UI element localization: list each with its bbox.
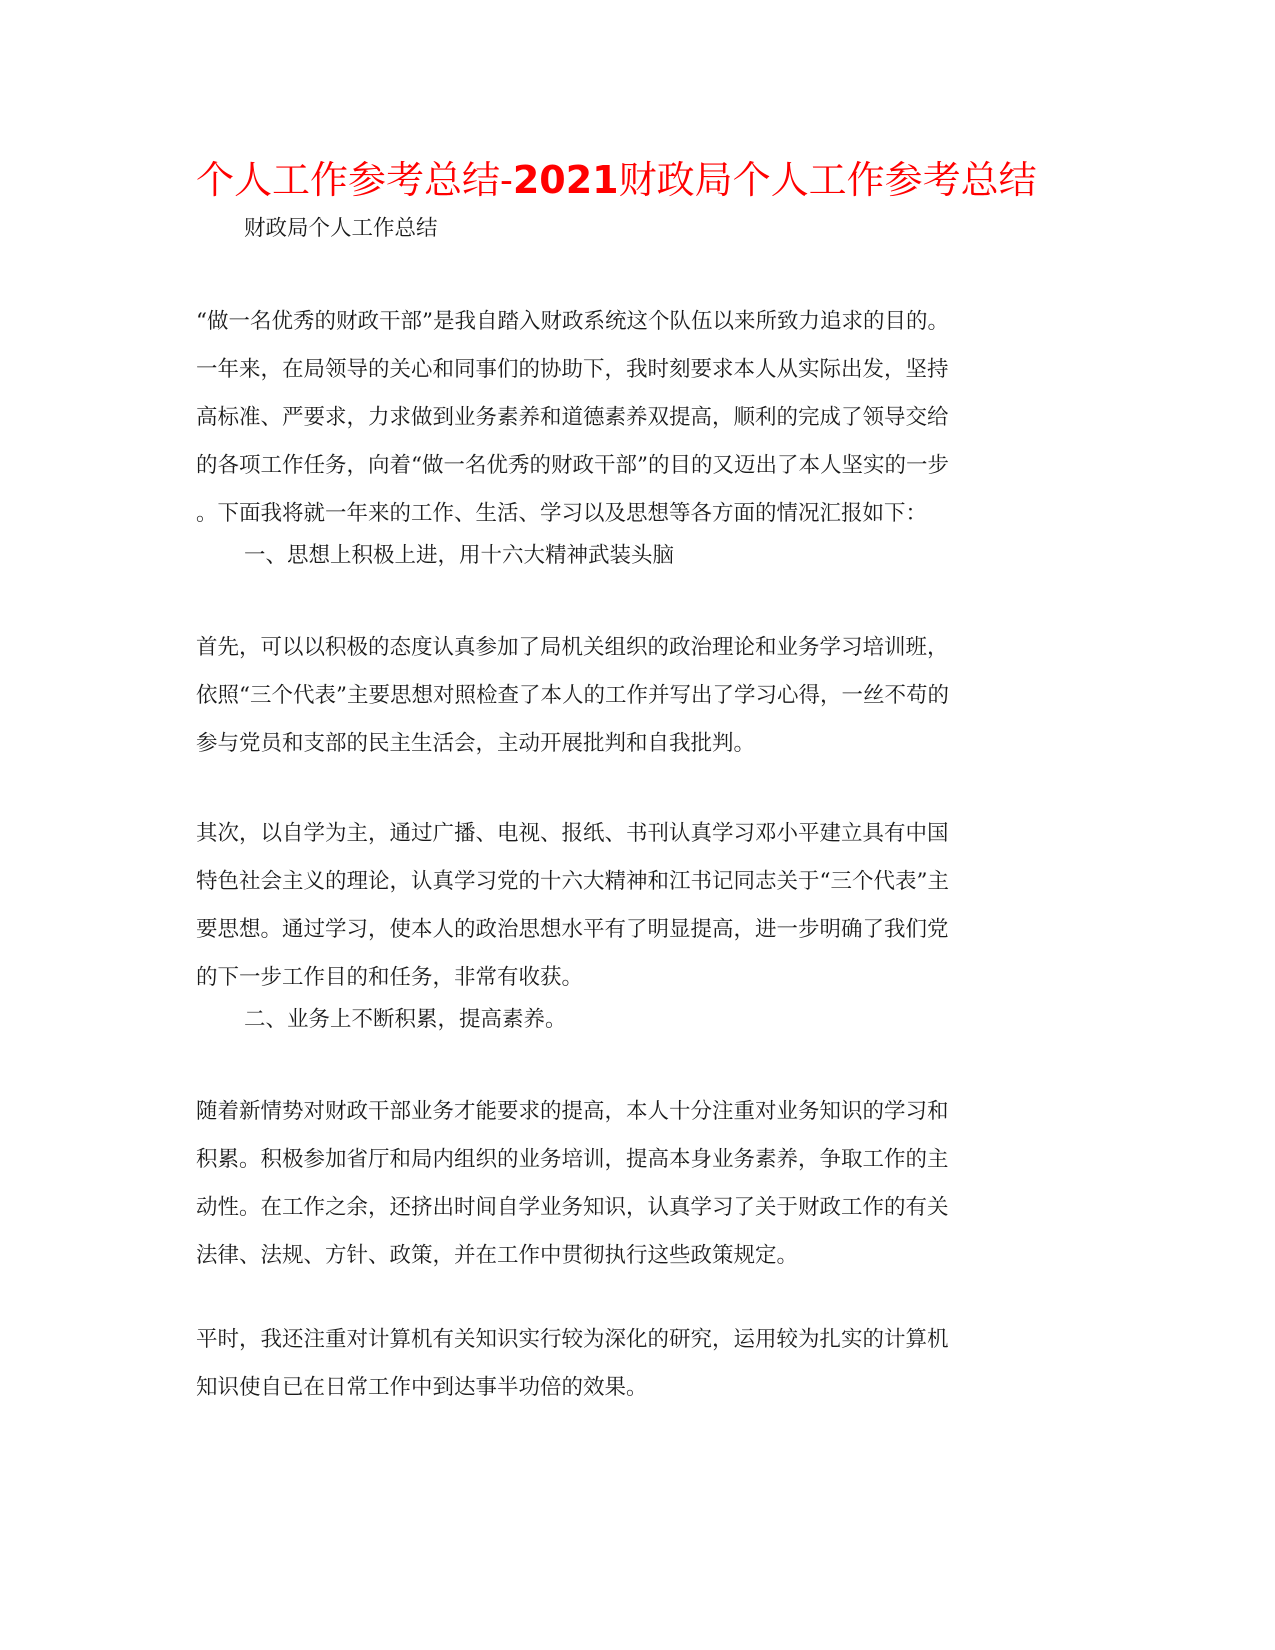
paragraph-line: 的下一步工作目的和任务，非常有收获。: [196, 965, 584, 990]
paragraph-5: [196, 1316, 1076, 1412]
paragraph-line: 参与党员和支部的民主生活会，主动开展批判和自我批判。: [196, 731, 756, 756]
paragraph-line: 一年来，在局领导的关心和同事们的协助下，我时刻要求本人从实际出发，坚持: [196, 357, 949, 382]
paragraph-line: 知识使自已在日常工作中到达事半功倍的效果。: [196, 1375, 648, 1400]
paragraph-4: [196, 1088, 1076, 1280]
paragraph-line: 的各项工作任务，向着“做一名优秀的财政干部”的目的又迈出了本人坚实的一步: [196, 453, 949, 478]
paragraph-line: 要思想。通过学习，使本人的政治思想水平有了明显提高，进一步明确了我们党: [196, 917, 949, 942]
title-suffix: 财政局个人工作参考总结: [618, 158, 1037, 202]
paragraph-line: 法律、法规、方针、政策，并在工作中贯彻执行这些政策规定。: [196, 1243, 799, 1268]
paragraph-line: 特色社会主义的理论，认真学习党的十六大精神和江书记同志关于“三个代表”主: [196, 869, 949, 894]
title-year: 2021: [512, 158, 619, 202]
paragraph-line: 。下面我将就一年来的工作、生活、学习以及思想等各方面的情况汇报如下：: [196, 501, 928, 526]
paragraph-line: 高标准、严要求，力求做到业务素养和道德素养双提高，顺利的完成了领导交给: [196, 405, 949, 430]
paragraph-line: 首先，可以以积极的态度认真参加了局机关组织的政治理论和业务学习培训班，: [196, 635, 949, 660]
paragraph-line: “做一名优秀的财政干部”是我自踏入财政系统这个队伍以来所致力追求的目的。: [196, 309, 949, 334]
paragraph-1: [196, 298, 1076, 538]
paragraph-line: 动性。在工作之余，还挤出时间自学业务知识，认真学习了关于财政工作的有关: [196, 1195, 949, 1220]
title-prefix: 个人工作参考总结-: [196, 158, 513, 202]
paragraph-line: 积累。积极参加省厅和局内组织的业务培训，提高本身业务素养，争取工作的主: [196, 1147, 949, 1172]
paragraph-line: 其次，以自学为主，通过广播、电视、报纸、书刊认真学习邓小平建立具有中国: [196, 821, 949, 846]
section-heading-1: 一、思想上积极上进，用十六大精神武装头脑: [244, 543, 675, 568]
section-heading-2: 二、业务上不断积累，提高素养。: [244, 1007, 567, 1032]
paragraph-line: 依照“三个代表”主要思想对照检查了本人的工作并写出了学习心得，一丝不苟的: [196, 683, 949, 708]
paragraph-line: 平时，我还注重对计算机有关知识实行较为深化的研究，运用较为扎实的计算机: [196, 1327, 949, 1352]
document-title: [196, 155, 1096, 205]
paragraph-3: [196, 810, 1076, 1002]
document-subtitle: 财政局个人工作总结: [244, 216, 438, 241]
paragraph-line: 随着新情势对财政干部业务才能要求的提高，本人十分注重对业务知识的学习和: [196, 1099, 949, 1124]
paragraph-2: [196, 624, 1076, 768]
